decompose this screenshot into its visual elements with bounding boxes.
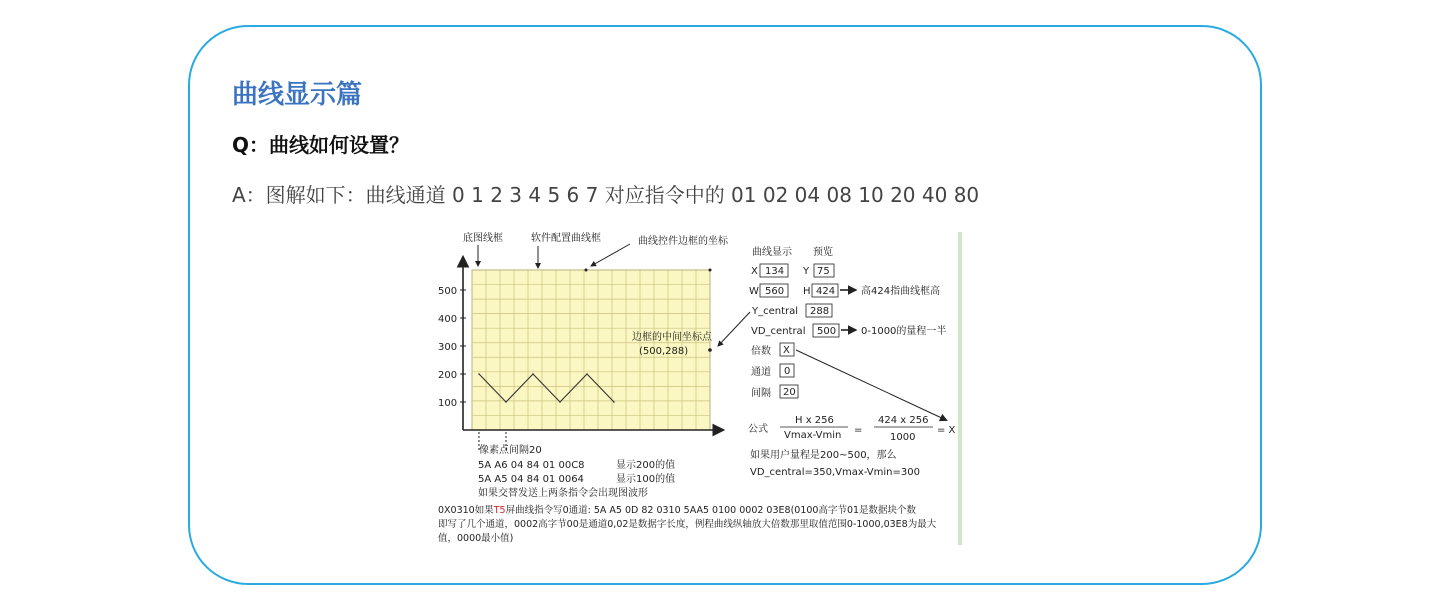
interval-label: 间隔 xyxy=(751,388,771,399)
vdcentral-note: 0-1000的量程一半 xyxy=(861,326,947,337)
frame-mid-dot xyxy=(708,348,712,352)
h-note: 高424指曲线框高 xyxy=(861,286,941,297)
cmd-line-2-note: 显示100的值 xyxy=(616,474,676,485)
curve-config-panel xyxy=(718,245,956,478)
series-point xyxy=(559,401,561,403)
multiple-arrow xyxy=(796,350,946,420)
formula-label: 公式 xyxy=(748,424,768,435)
formula-eq: = xyxy=(854,425,863,436)
frame-dot xyxy=(585,269,588,272)
panel-header-preview: 预览 xyxy=(813,247,833,258)
label-software-frame: 软件配置曲线框 xyxy=(531,233,601,244)
w-value: 560 xyxy=(765,286,785,297)
series-point xyxy=(478,373,480,375)
cmd-line-1: 5A A6 04 84 01 00C8 xyxy=(478,460,585,471)
frame-dot xyxy=(709,269,712,272)
cmd-line-2: 5A A5 04 84 01 0064 xyxy=(478,474,584,485)
label-mid-coord-value: (500,288) xyxy=(639,346,689,357)
bottom-note-line-3: 值，0000最小值) xyxy=(438,533,514,544)
channel-label: 通道 xyxy=(751,367,771,378)
formula-den1: Vmax-Vmin xyxy=(784,430,842,441)
label-mid-coord: 边框的中间坐标点 xyxy=(632,332,712,343)
series-point xyxy=(586,373,588,375)
channel-value: 0 xyxy=(784,366,791,377)
curve-setup-figure xyxy=(436,232,962,545)
y-label: Y xyxy=(803,266,810,277)
figure-edge xyxy=(958,232,962,545)
y-value: 75 xyxy=(817,266,830,277)
vdcentral-value: 500 xyxy=(817,326,837,337)
y-tick-label: 300 xyxy=(438,342,458,353)
panel-header-curve: 曲线显示 xyxy=(752,247,792,258)
h-label: H xyxy=(803,286,811,297)
curve-diagram xyxy=(436,232,962,545)
y-tick-label: 500 xyxy=(438,286,458,297)
ycentral-arrow xyxy=(718,312,750,346)
series-point xyxy=(505,401,507,403)
formula-result: = X xyxy=(937,425,956,436)
h-value: 424 xyxy=(816,286,836,297)
label-border-coord: 曲线控件边框的坐标 xyxy=(638,236,728,247)
x-label: X xyxy=(751,266,758,277)
w-label: W xyxy=(749,286,759,297)
label-pixel-gap: 像素点间隔20 xyxy=(479,445,542,456)
interval-value: 20 xyxy=(783,387,796,398)
cmd-line-1-note: 显示200的值 xyxy=(616,460,676,471)
alternate-note: 如果交替发送上两条指令会出现图波形 xyxy=(478,488,648,499)
vdcentral-label: VD_central xyxy=(751,326,806,337)
label-bottom-frame: 底图线框 xyxy=(463,233,503,244)
ycentral-value: 288 xyxy=(810,306,830,317)
range-values: VD_central=350,Vmax-Vmin=300 xyxy=(750,467,920,478)
multiple-value: X xyxy=(783,345,790,356)
y-tick-label: 400 xyxy=(438,314,458,325)
x-value: 134 xyxy=(765,266,785,277)
answer-text: A：图解如下：曲线通道 0 1 2 3 4 5 6 7 对应指令中的 01 02 04 08 10 20 40 80 xyxy=(232,183,980,207)
bottom-note-line-2: 即写了几个通道，0002高字节00是通道0,02是数据字长度，例程曲线纵轴放大倍数那里取值范围0-1000,03E8为最大 xyxy=(438,519,937,530)
question-text: Q：曲线如何设置？ xyxy=(232,133,410,157)
formula-num1: H x 256 xyxy=(795,415,834,426)
series-point xyxy=(532,373,534,375)
multiple-label: 倍数 xyxy=(751,346,771,357)
bottom-note-line-1: 0X0310如果T5屏曲线指令写0通道: 5A A5 0D 82 0310 5AA5 0100 0002 03E8(0100高字节01是数据块个数 xyxy=(438,505,917,516)
arrow-border-coord xyxy=(591,244,630,266)
section-title: 曲线显示篇 xyxy=(232,80,363,110)
formula-num2: 424 x 256 xyxy=(878,415,929,426)
range-note: 如果用户量程是200~500，那么 xyxy=(750,450,897,461)
y-tick-label: 100 xyxy=(438,398,458,409)
y-tick-label: 200 xyxy=(438,370,458,381)
y-tick-labels xyxy=(438,286,466,409)
ycentral-label: Y_central xyxy=(752,306,799,317)
series-point xyxy=(613,401,615,403)
formula-den2: 1000 xyxy=(890,432,916,443)
